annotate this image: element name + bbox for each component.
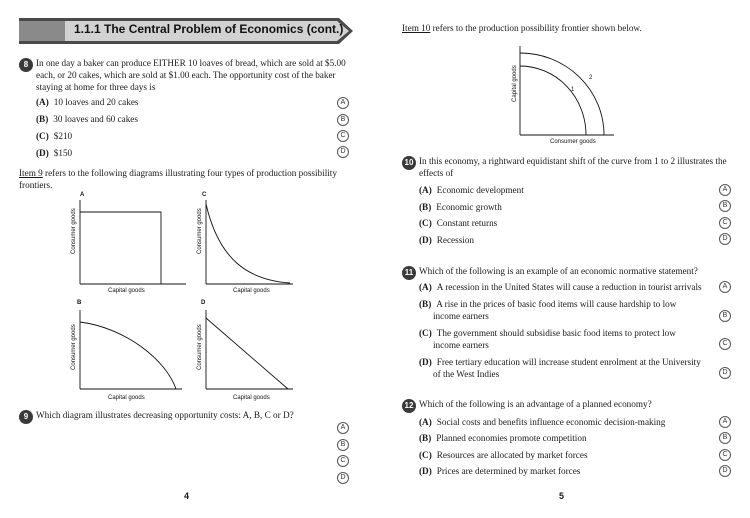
item-9-intro-line-2: frontiers. [19, 180, 53, 190]
answer-bubble-12b[interactable]: B [719, 432, 731, 444]
diagram-d-letter: D [201, 300, 206, 306]
question-8-stem-line-3: staying at home for three days is [36, 82, 156, 92]
ppf-curve-2 [520, 53, 604, 135]
diagram-c-ylabel: Consumer goods [197, 208, 203, 254]
ppf-diagram-c [193, 190, 313, 295]
answer-bubble-9a[interactable]: A [337, 422, 349, 434]
ppf-diagram-item-10 [510, 42, 630, 150]
ppf-ylabel: Capital goods [512, 65, 518, 102]
diagram-b-xlabel: Capital goods [108, 395, 145, 401]
diagram-b-frontier [80, 322, 176, 389]
diagram-a-letter: A [80, 192, 85, 198]
question-10-number: 10 [402, 156, 416, 170]
answer-bubble-8d[interactable]: D [337, 146, 349, 158]
question-8-option-a: (A) 10 loaves and 20 cakes [36, 97, 139, 107]
ppf-curve-2-label: 2 [589, 75, 593, 81]
ppf-curve-1 [520, 66, 586, 135]
diagram-d-ylabel: Consumer goods [197, 324, 203, 370]
question-11-option-b-line-2: income earners [433, 311, 489, 321]
section-title: 1.1.1 The Central Problem of Economics (cont.) [74, 22, 344, 36]
ppf-diagram-b [66, 298, 186, 403]
answer-bubble-8c[interactable]: C [337, 130, 349, 142]
answer-bubble-11d[interactable]: D [719, 367, 731, 379]
diagram-d-frontier [206, 318, 288, 389]
question-12-option-a: (A) Social costs and benefits influence economic decision-making [419, 417, 666, 427]
question-11-option-d-line-2: of the West Indies [433, 369, 500, 379]
answer-bubble-8b[interactable]: B [337, 114, 349, 126]
question-12-option-d: (D) Prices are determined by market forces [419, 466, 581, 476]
question-9-stem: Which diagram illustrates decreasing opportunity costs: A, B, C or D? [36, 410, 294, 420]
question-8-stem-line-1: In one day a baker can produce EITHER 10 loaves of bread, which are sold at $5.00 [36, 58, 346, 68]
question-11-option-b: (B) A rise in the prices of basic food items will cause hardship to low [419, 299, 677, 309]
item-10-intro: Item 10 refers to the production possibility frontier shown below. [402, 23, 642, 33]
question-8-option-b: (B) 30 loaves and 60 cakes [36, 114, 138, 124]
ppf-xlabel: Consumer goods [550, 139, 596, 145]
ppf-diagram-d [193, 298, 313, 403]
question-12-option-b: (B) Planned economies promote competition [419, 433, 587, 443]
question-12-number: 12 [402, 399, 416, 413]
diagram-a-xlabel: Capital goods [108, 288, 145, 294]
question-10-stem-line-2: effects of [419, 168, 454, 178]
answer-bubble-9d[interactable]: D [337, 472, 349, 484]
answer-bubble-9b[interactable]: B [337, 439, 349, 451]
answer-bubble-8a[interactable]: A [337, 97, 349, 109]
answer-bubble-11a[interactable]: A [719, 281, 731, 293]
question-10-option-b: (B) Economic growth [419, 202, 502, 212]
question-10-option-c: (C) Constant returns [419, 218, 498, 228]
question-8-option-d: (D) $150 [36, 148, 73, 158]
answer-bubble-12c[interactable]: C [719, 449, 731, 461]
question-8-stem-line-2: each, or 20 cakes, which are sold at $1.00 each. The opportunity cost of the baker [36, 70, 336, 80]
answer-bubble-10b[interactable]: B [719, 200, 731, 212]
answer-bubble-12a[interactable]: A [719, 416, 731, 428]
left-page-number: 4 [184, 491, 190, 501]
question-10-stem-line-1: In this economy, a rightward equidistant shift of the curve from 1 to 2 illustrates the [419, 156, 727, 166]
diagram-c-xlabel: Capital goods [233, 288, 270, 294]
answer-bubble-10d[interactable]: D [719, 233, 731, 245]
answer-bubble-11b[interactable]: B [719, 310, 731, 322]
diagram-b-ylabel: Consumer goods [71, 324, 77, 370]
item-9-intro-line-1: Item 9 refers to the following diagrams illustrating four types of production possibility [19, 168, 337, 178]
ppf-diagram-a [66, 190, 186, 295]
diagram-d-xlabel: Capital goods [233, 395, 270, 401]
question-9-number: 9 [19, 410, 33, 424]
answer-bubble-12d[interactable]: D [719, 465, 731, 477]
diagram-a-frontier [80, 212, 161, 284]
question-12-option-c: (C) Resources are allocated by market forces [419, 450, 588, 460]
answer-bubble-9c[interactable]: C [337, 455, 349, 467]
answer-bubble-11c[interactable]: C [719, 338, 731, 350]
question-8-option-c: (C) $210 [36, 131, 73, 141]
question-11-option-c: (C) The government should subsidise basic food items to protect low [419, 328, 676, 338]
ppf-curve-1-label: 1 [571, 87, 575, 93]
answer-bubble-10a[interactable]: A [719, 184, 731, 196]
diagram-c-letter: C [202, 192, 207, 198]
question-11-number: 11 [402, 266, 416, 280]
diagram-c-frontier [206, 204, 290, 283]
answer-bubble-10c[interactable]: C [719, 217, 731, 229]
question-11-option-d: (D) Free tertiary education will increase student enrolment at the University [419, 357, 701, 367]
question-10-option-d: (D) Recession [419, 235, 475, 245]
question-8-number: 8 [19, 58, 33, 72]
question-10-option-a: (A) Economic development [419, 185, 524, 195]
diagram-a-ylabel: Consumer goods [71, 208, 77, 254]
question-11-option-c-line-2: income earners [433, 340, 489, 350]
right-page-number: 5 [559, 491, 565, 501]
question-11-stem: Which of the following is an example of an economic normative statement? [419, 266, 698, 276]
question-12-stem: Which of the following is an advantage of a planned economy? [419, 399, 652, 409]
question-11-option-a: (A) A recession in the United States will cause a reduction in tourist arrivals [419, 282, 702, 292]
diagram-b-letter: B [77, 300, 82, 306]
